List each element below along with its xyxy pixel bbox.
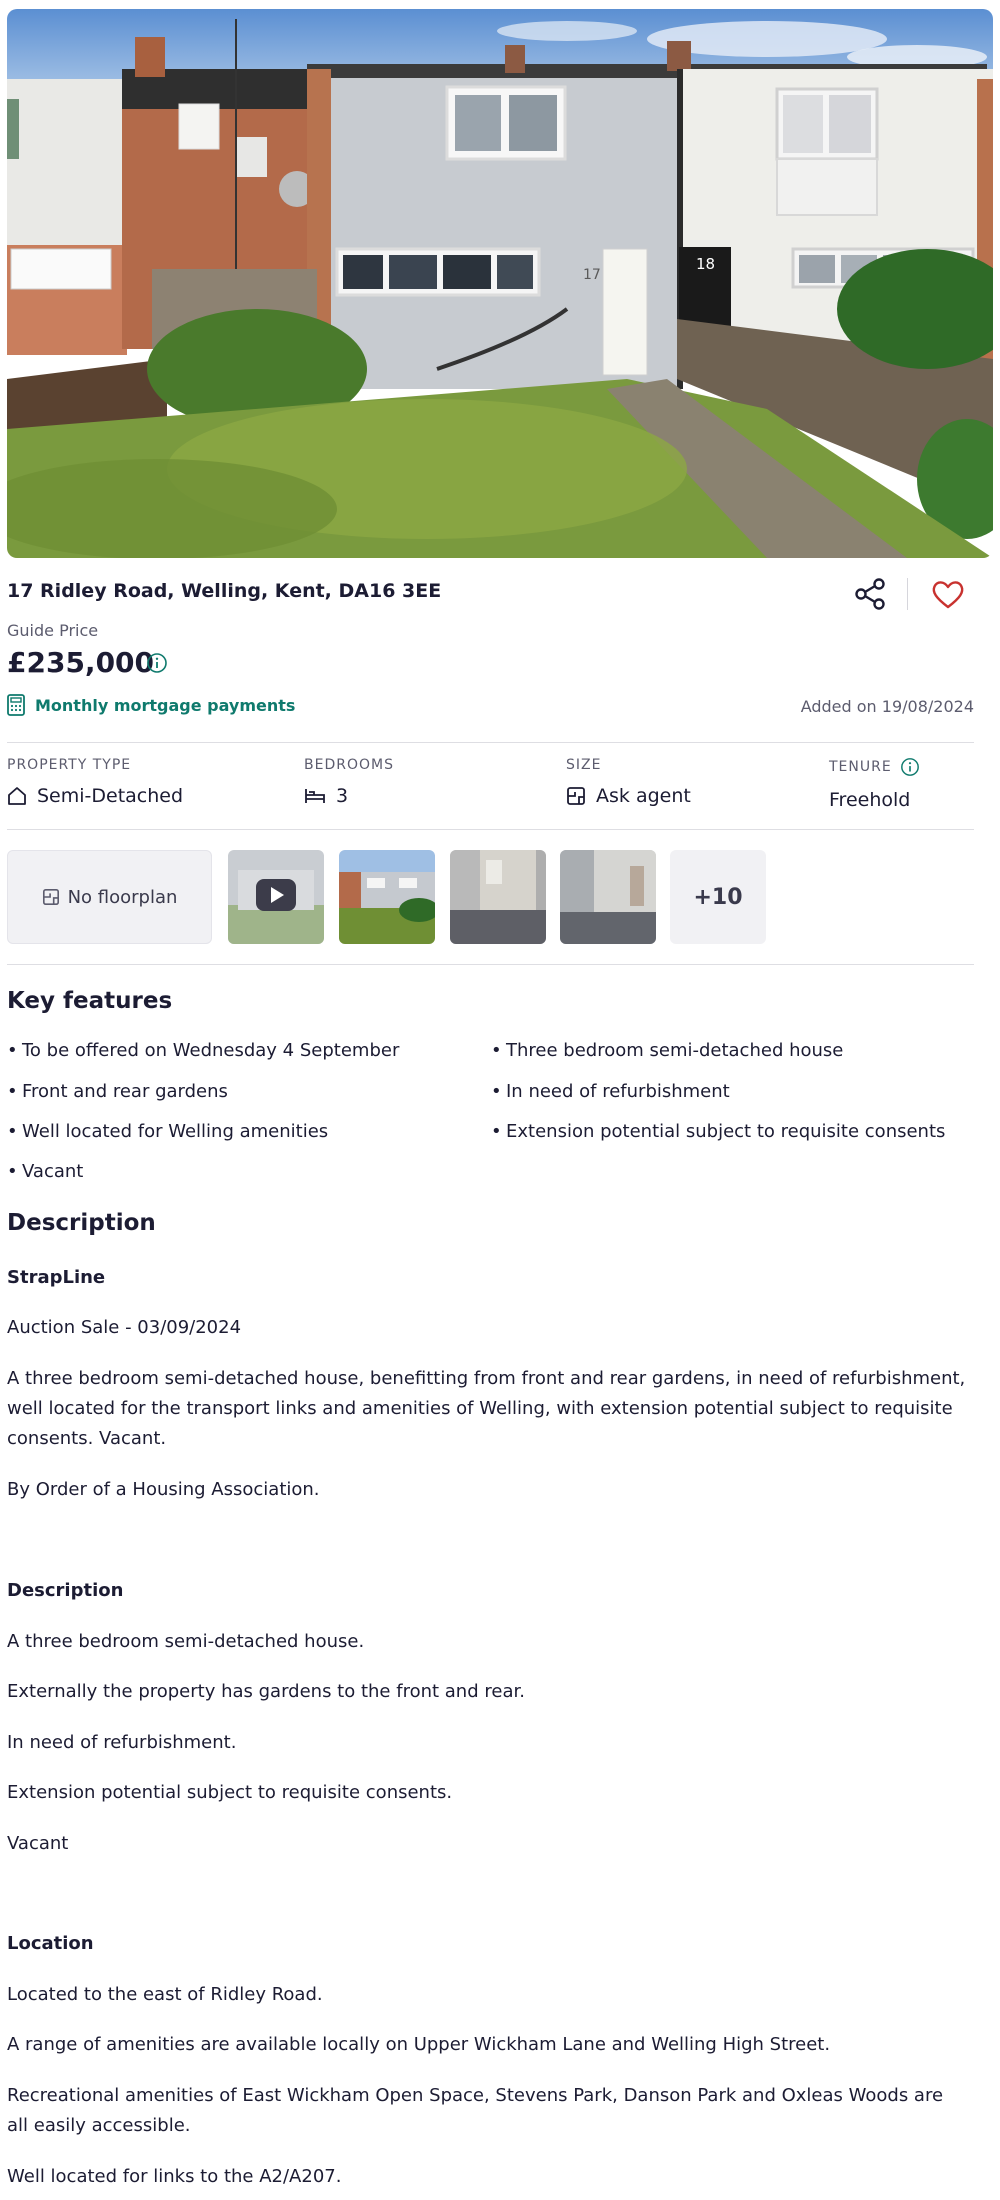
photo-thumbnail[interactable] (339, 850, 435, 944)
calculator-icon (7, 694, 25, 716)
description-line: Vacant (7, 1833, 69, 1854)
description-heading: Description (7, 1210, 156, 1236)
order-text: By Order of a Housing Association. (7, 1479, 320, 1500)
key-features-heading: Key features (7, 988, 173, 1014)
mortgage-payments-link[interactable] (7, 694, 295, 716)
description-line: In need of refurbishment. (7, 1732, 237, 1753)
spec-value: Ask agent (596, 785, 691, 807)
hero-property-photo[interactable] (7, 9, 993, 558)
feature-item: • Vacant (22, 1161, 83, 1182)
summary-text: A three bedroom semi-detached house, benefitting from front and rear gardens, in need of refurbishment, well located for the transport links and amenities of Welling, with extension potential subject to requisite consents. Vacant. (7, 1368, 966, 1449)
more-photos-button[interactable]: +10 (670, 850, 766, 944)
mortgage-link-label: Monthly mortgage payments (35, 695, 296, 715)
added-date: Added on 19/08/2024 (800, 697, 974, 716)
location-line: Located to the east of Ridley Road. (7, 1984, 323, 2005)
property-address: 17 Ridley Road, Welling, Kent, DA16 3EE (7, 580, 442, 602)
description-line: Externally the property has gardens to the front and rear. (7, 1681, 525, 1702)
spec-value: Semi-Detached (37, 785, 184, 807)
photo-thumbnail[interactable] (560, 850, 656, 944)
save-favourite-button[interactable] (928, 574, 968, 614)
door-number-18: 18 (696, 255, 716, 273)
share-button[interactable] (850, 574, 890, 614)
spec-bedrooms (304, 757, 394, 807)
photo-thumbnail[interactable] (450, 850, 546, 944)
action-divider (907, 578, 908, 610)
spec-label: SIZE (566, 757, 602, 773)
divider (7, 964, 974, 965)
divider (7, 829, 974, 830)
location-heading: Location (7, 1933, 94, 1954)
description-line: A three bedroom semi-detached house. (7, 1631, 365, 1652)
description-subheading: Description (7, 1580, 124, 1601)
spec-size (566, 757, 691, 807)
spec-value: 3 (336, 785, 349, 807)
price: £235,000 (7, 646, 155, 679)
no-floorplan-label: No floorplan (67, 886, 178, 908)
location-line: A range of amenities are available locally on Upper Wickham Lane and Welling High Street. (7, 2034, 831, 2055)
price-label: Guide Price (7, 621, 99, 640)
feature-item: • Three bedroom semi-detached house (506, 1040, 843, 1061)
feature-item: • To be offered on Wednesday 4 September (22, 1040, 399, 1061)
spec-property-type (7, 757, 183, 807)
house-icon (7, 786, 27, 806)
floorplan-icon (566, 786, 586, 806)
auction-date-text: Auction Sale - 03/09/2024 (7, 1317, 242, 1338)
description-line: Extension potential subject to requisite consents. (7, 1782, 453, 1803)
share-icon (850, 574, 890, 614)
spec-value: Freehold (829, 789, 911, 811)
heart-icon (928, 574, 968, 614)
spec-label: PROPERTY TYPE (7, 757, 132, 773)
location-line: Recreational amenities of East Wickham Open Space, Stevens Park, Danson Park and Oxleas Woods are all easily accessible. (7, 2085, 944, 2136)
divider (7, 742, 974, 743)
video-thumbnail[interactable] (228, 850, 324, 944)
location-line: Well located for links to the A2/A207. (7, 2166, 342, 2187)
feature-item: • In need of refurbishment (506, 1081, 730, 1102)
feature-item: • Extension potential subject to requisite consents (506, 1121, 945, 1142)
spec-label: TENURE (829, 759, 892, 775)
feature-item: • Front and rear gardens (22, 1081, 228, 1102)
bed-icon (304, 786, 326, 806)
floorplan-icon (42, 888, 60, 906)
info-icon[interactable] (146, 652, 168, 674)
no-floorplan-tile[interactable] (7, 850, 212, 944)
info-icon[interactable] (900, 757, 920, 777)
strapline-heading: StrapLine (7, 1267, 106, 1288)
door-number-17: 17 (583, 267, 601, 283)
spec-label: BEDROOMS (304, 757, 394, 773)
spec-tenure (829, 757, 920, 811)
feature-item: • Well located for Welling amenities (22, 1121, 328, 1142)
